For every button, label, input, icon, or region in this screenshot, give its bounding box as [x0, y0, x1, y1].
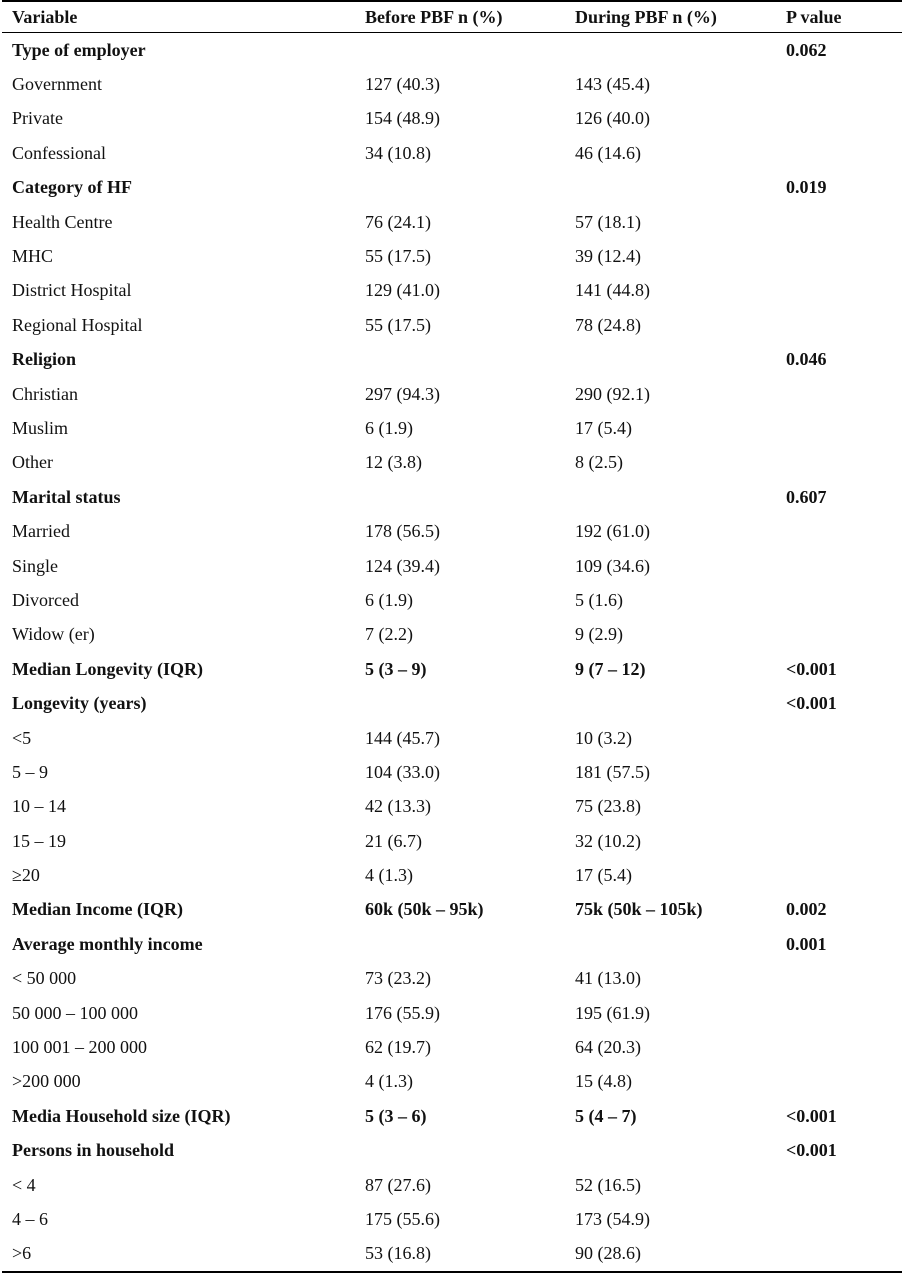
during-pbf-cell: 192 (61.0) — [575, 521, 650, 542]
p-value-cell — [776, 1168, 902, 1202]
variable-cell: 50 000 – 100 000 — [12, 1002, 138, 1023]
during-pbf-cell: 5 (4 – 7) — [575, 1105, 637, 1126]
before-pbf-cell: 127 (40.3) — [365, 74, 440, 95]
during-pbf-cell: 143 (45.4) — [575, 74, 650, 95]
table-row-section — [2, 480, 902, 514]
before-pbf-cell: 55 (17.5) — [365, 314, 431, 335]
before-pbf-cell: 53 (16.8) — [365, 1243, 431, 1264]
table-row — [2, 549, 902, 583]
before-pbf-cell: 34 (10.8) — [365, 142, 431, 163]
during-pbf-cell — [565, 927, 776, 961]
header-p-value: P value — [786, 6, 842, 27]
before-pbf-cell: 55 (17.5) — [365, 246, 431, 267]
variable-cell: Average monthly income — [12, 933, 203, 954]
before-pbf-cell — [355, 171, 565, 205]
p-value-cell — [776, 721, 902, 755]
p-value-cell: <0.001 — [786, 658, 837, 679]
table-row — [2, 136, 902, 170]
p-value-cell — [776, 618, 902, 652]
during-pbf-cell — [565, 686, 776, 720]
during-pbf-cell: 15 (4.8) — [575, 1071, 632, 1092]
before-pbf-cell: 297 (94.3) — [365, 383, 440, 404]
before-pbf-cell: 6 (1.9) — [365, 417, 413, 438]
before-pbf-cell: 42 (13.3) — [365, 796, 431, 817]
during-pbf-cell: 126 (40.0) — [575, 108, 650, 129]
variable-cell: District Hospital — [12, 280, 132, 301]
during-pbf-cell: 64 (20.3) — [575, 1037, 641, 1058]
during-pbf-cell: 9 (7 – 12) — [575, 658, 646, 679]
during-pbf-cell: 75k (50k – 105k) — [575, 899, 703, 920]
during-pbf-cell: 78 (24.8) — [575, 314, 641, 335]
variable-cell: Other — [12, 452, 53, 473]
variable-cell: 4 – 6 — [12, 1208, 48, 1229]
p-value-cell: 0.019 — [786, 177, 827, 198]
during-pbf-cell: 39 (12.4) — [575, 246, 641, 267]
table-row-section — [2, 652, 902, 686]
during-pbf-cell — [565, 480, 776, 514]
table-row — [2, 858, 902, 892]
during-pbf-cell: 8 (2.5) — [575, 452, 623, 473]
variable-cell: Median Income (IQR) — [12, 899, 183, 920]
p-value-cell — [776, 824, 902, 858]
table-row-section — [2, 343, 902, 377]
before-pbf-cell: 5 (3 – 9) — [365, 658, 427, 679]
table-row — [2, 411, 902, 445]
variable-cell: <5 — [12, 727, 32, 748]
before-pbf-cell — [355, 480, 565, 514]
table-row — [2, 824, 902, 858]
variable-cell: Type of employer — [12, 39, 146, 60]
before-pbf-cell: 154 (48.9) — [365, 108, 440, 129]
before-pbf-cell: 178 (56.5) — [365, 521, 440, 542]
table-row-section — [2, 686, 902, 720]
variable-cell: < 50 000 — [12, 968, 77, 989]
before-pbf-cell: 62 (19.7) — [365, 1037, 431, 1058]
during-pbf-cell: 52 (16.5) — [575, 1174, 641, 1195]
table-row — [2, 274, 902, 308]
variable-cell: 15 – 19 — [12, 830, 66, 851]
before-pbf-cell — [355, 1134, 565, 1168]
p-value-cell — [776, 1030, 902, 1064]
variable-cell: 10 – 14 — [12, 796, 66, 817]
variable-cell: Government — [12, 74, 102, 95]
during-pbf-cell: 290 (92.1) — [575, 383, 650, 404]
before-pbf-cell: 5 (3 – 6) — [365, 1105, 427, 1126]
before-pbf-cell: 76 (24.1) — [365, 211, 431, 232]
table-row — [2, 205, 902, 239]
variable-cell: Category of HF — [12, 177, 132, 198]
before-pbf-cell: 12 (3.8) — [365, 452, 422, 473]
table-row — [2, 308, 902, 342]
during-pbf-cell — [565, 33, 776, 68]
variable-cell: Religion — [12, 349, 77, 370]
during-pbf-cell: 181 (57.5) — [575, 761, 650, 782]
p-value-cell — [776, 377, 902, 411]
variable-cell: Single — [12, 555, 59, 576]
p-value-cell — [776, 308, 902, 342]
table-row — [2, 446, 902, 480]
table-row-section — [2, 1099, 902, 1133]
before-pbf-cell: 144 (45.7) — [365, 727, 440, 748]
p-value-cell: 0.001 — [786, 933, 827, 954]
p-value-cell — [776, 549, 902, 583]
p-value-cell — [776, 790, 902, 824]
table-row — [2, 1237, 902, 1272]
p-value-cell: <0.001 — [786, 693, 837, 714]
table-row-section — [2, 33, 902, 68]
p-value-cell: <0.001 — [786, 1105, 837, 1126]
during-pbf-cell: 75 (23.8) — [575, 796, 641, 817]
header-variable: Variable — [12, 6, 78, 27]
p-value-cell: 0.607 — [786, 486, 827, 507]
during-pbf-cell: 195 (61.9) — [575, 1002, 650, 1023]
data-table — [2, 0, 902, 1273]
during-pbf-cell: 5 (1.6) — [575, 589, 623, 610]
variable-cell: Confessional — [12, 142, 106, 163]
table-body — [2, 33, 902, 1273]
variable-cell: 5 – 9 — [12, 761, 48, 782]
during-pbf-cell: 9 (2.9) — [575, 624, 623, 645]
header-row — [2, 1, 902, 33]
table-row-section — [2, 1134, 902, 1168]
during-pbf-cell: 141 (44.8) — [575, 280, 650, 301]
during-pbf-cell: 17 (5.4) — [575, 417, 632, 438]
p-value-cell: 0.002 — [786, 899, 827, 920]
before-pbf-cell: 87 (27.6) — [365, 1174, 431, 1195]
header-before-pbf: Before PBF n (%) — [365, 6, 503, 27]
during-pbf-cell: 57 (18.1) — [575, 211, 641, 232]
p-value-cell — [776, 962, 902, 996]
p-value-cell: 0.046 — [786, 349, 827, 370]
p-value-cell — [776, 583, 902, 617]
before-pbf-cell: 175 (55.6) — [365, 1208, 440, 1229]
table-row-section — [2, 893, 902, 927]
variable-cell: MHC — [12, 246, 54, 267]
table-row — [2, 790, 902, 824]
table-row — [2, 67, 902, 101]
during-pbf-cell — [565, 1134, 776, 1168]
variable-cell: Divorced — [12, 589, 79, 610]
before-pbf-cell: 176 (55.9) — [365, 1002, 440, 1023]
variable-cell: >200 000 — [12, 1071, 81, 1092]
table-row — [2, 583, 902, 617]
p-value-cell: <0.001 — [786, 1140, 837, 1161]
variable-cell: ≥20 — [12, 865, 40, 886]
p-value-cell — [776, 1202, 902, 1236]
table-row — [2, 102, 902, 136]
table-row — [2, 721, 902, 755]
variable-cell: Persons in household — [12, 1140, 175, 1161]
during-pbf-cell — [565, 343, 776, 377]
before-pbf-cell: 21 (6.7) — [365, 830, 422, 851]
p-value-cell — [776, 755, 902, 789]
during-pbf-cell: 10 (3.2) — [575, 727, 632, 748]
variable-cell: < 4 — [12, 1174, 36, 1195]
variable-cell: Marital status — [12, 486, 121, 507]
before-pbf-cell: 4 (1.3) — [365, 1071, 413, 1092]
before-pbf-cell: 7 (2.2) — [365, 624, 413, 645]
p-value-cell — [776, 102, 902, 136]
variable-cell: Christian — [12, 383, 78, 404]
during-pbf-cell: 46 (14.6) — [575, 142, 641, 163]
p-value-cell — [776, 239, 902, 273]
table-row — [2, 1030, 902, 1064]
before-pbf-cell: 104 (33.0) — [365, 761, 440, 782]
variable-cell: Median Longevity (IQR) — [12, 658, 203, 679]
table-row — [2, 962, 902, 996]
during-pbf-cell: 41 (13.0) — [575, 968, 641, 989]
before-pbf-cell: 129 (41.0) — [365, 280, 440, 301]
p-value-cell: 0.062 — [786, 39, 827, 60]
table-row — [2, 1168, 902, 1202]
before-pbf-cell: 73 (23.2) — [365, 968, 431, 989]
during-pbf-cell: 90 (28.6) — [575, 1243, 641, 1264]
p-value-cell — [776, 67, 902, 101]
table-row — [2, 514, 902, 548]
variable-cell: Widow (er) — [12, 624, 95, 645]
table-row — [2, 1202, 902, 1236]
table-row — [2, 618, 902, 652]
variable-cell: Health Centre — [12, 211, 113, 232]
p-value-cell — [776, 136, 902, 170]
before-pbf-cell: 4 (1.3) — [365, 865, 413, 886]
during-pbf-cell: 17 (5.4) — [575, 865, 632, 886]
before-pbf-cell: 124 (39.4) — [365, 555, 440, 576]
p-value-cell — [776, 274, 902, 308]
table-row-section — [2, 171, 902, 205]
variable-cell: Media Household size (IQR) — [12, 1105, 231, 1126]
table-row — [2, 377, 902, 411]
table-header — [2, 1, 902, 33]
before-pbf-cell — [355, 927, 565, 961]
p-value-cell — [776, 446, 902, 480]
variable-cell: >6 — [12, 1243, 32, 1264]
p-value-cell — [776, 996, 902, 1030]
before-pbf-cell — [355, 686, 565, 720]
during-pbf-cell: 109 (34.6) — [575, 555, 650, 576]
p-value-cell — [776, 1237, 902, 1272]
p-value-cell — [776, 1065, 902, 1099]
table-row — [2, 755, 902, 789]
during-pbf-cell: 173 (54.9) — [575, 1208, 650, 1229]
table-row — [2, 239, 902, 273]
p-value-cell — [776, 858, 902, 892]
header-during-pbf: During PBF n (%) — [575, 6, 717, 27]
table-row-section — [2, 927, 902, 961]
p-value-cell — [776, 205, 902, 239]
variable-cell: Married — [12, 521, 70, 542]
variable-cell: Muslim — [12, 417, 69, 438]
before-pbf-cell: 6 (1.9) — [365, 589, 413, 610]
p-value-cell — [776, 514, 902, 548]
table-row — [2, 996, 902, 1030]
during-pbf-cell — [565, 171, 776, 205]
variable-cell: Regional Hospital — [12, 314, 143, 335]
variable-cell: 100 001 – 200 000 — [12, 1037, 147, 1058]
before-pbf-cell: 60k (50k – 95k) — [365, 899, 484, 920]
before-pbf-cell — [355, 343, 565, 377]
data-table-container — [2, 0, 902, 1273]
during-pbf-cell: 32 (10.2) — [575, 830, 641, 851]
variable-cell: Longevity (years) — [12, 693, 147, 714]
table-row — [2, 1065, 902, 1099]
before-pbf-cell — [355, 33, 565, 68]
p-value-cell — [776, 411, 902, 445]
variable-cell: Private — [12, 108, 63, 129]
